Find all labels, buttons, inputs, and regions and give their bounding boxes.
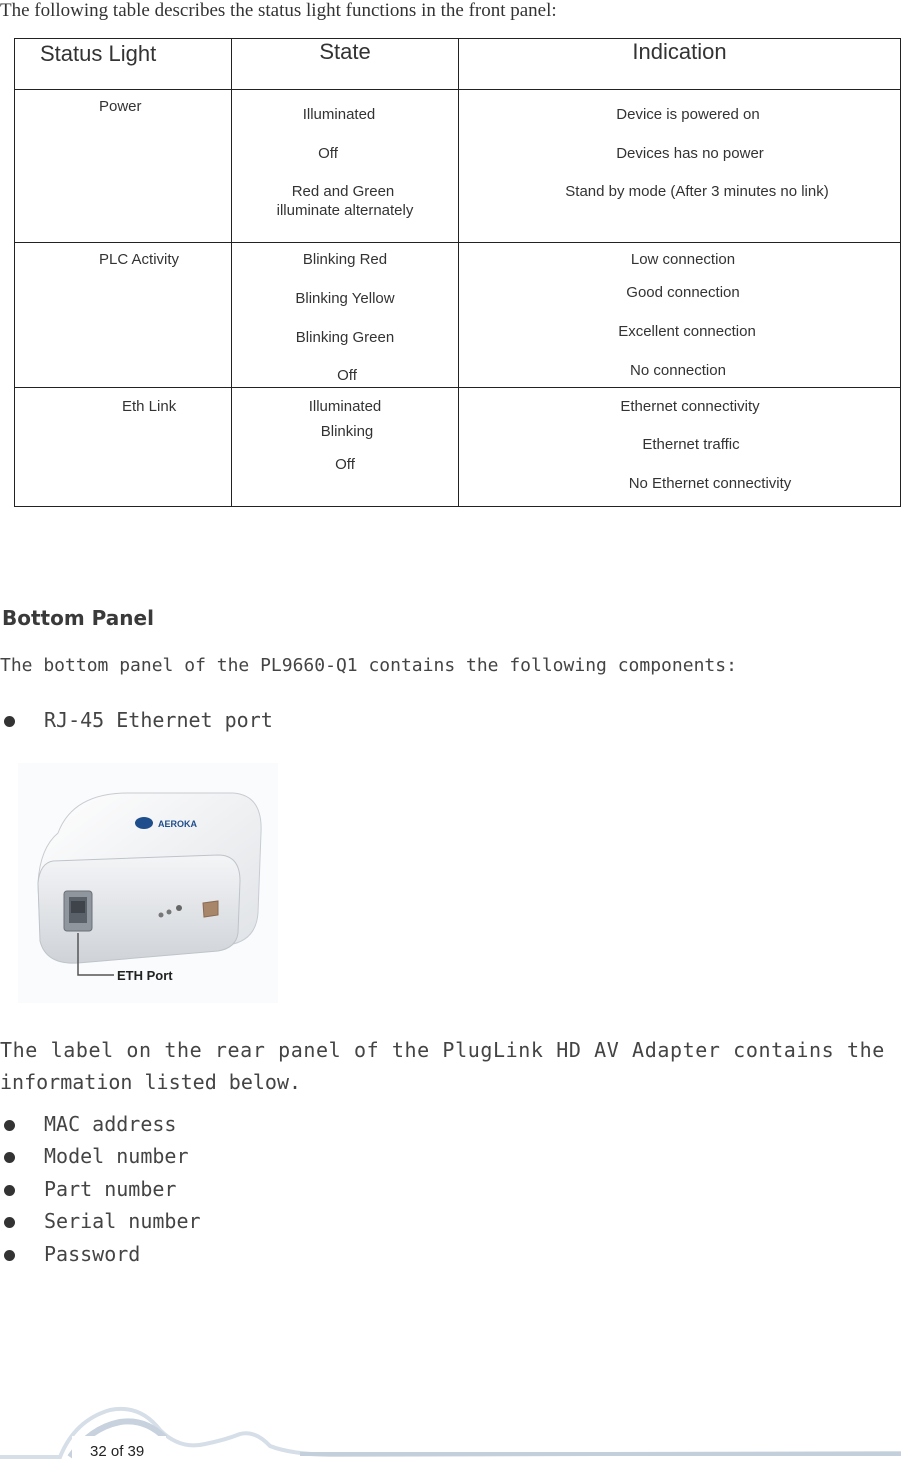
bullet-icon bbox=[4, 1185, 15, 1196]
indication-text: Low connection bbox=[630, 251, 736, 268]
cell-indications bbox=[459, 90, 901, 243]
bullet-icon bbox=[4, 1152, 15, 1163]
label-item: Password bbox=[44, 1242, 141, 1266]
header-indication: Indication bbox=[459, 39, 901, 90]
state-text: Blinking Red bbox=[302, 251, 388, 268]
light-name: Eth Link bbox=[122, 398, 177, 415]
indication-text: Stand by mode (After 3 minutes no link) bbox=[565, 183, 829, 200]
label-item: Serial number bbox=[44, 1209, 201, 1233]
header-state: State bbox=[232, 39, 459, 90]
cell-light bbox=[15, 388, 232, 507]
table-row bbox=[15, 90, 901, 243]
logo-text: AEROKA bbox=[158, 819, 198, 829]
state-text: Illuminated bbox=[302, 106, 376, 123]
table-row bbox=[15, 243, 901, 388]
state-text: Off bbox=[335, 456, 355, 473]
indication-text: Ethernet connectivity bbox=[620, 398, 760, 415]
cell-indications bbox=[459, 243, 901, 388]
bullet-icon bbox=[4, 1217, 15, 1228]
bullet-icon bbox=[4, 716, 15, 727]
table-row bbox=[15, 388, 901, 507]
indication-text: Ethernet traffic bbox=[642, 436, 740, 453]
rear-label-line: information listed below. bbox=[0, 1070, 302, 1094]
section-heading: Bottom Panel bbox=[2, 606, 154, 630]
indication-text: Device is powered on bbox=[616, 106, 760, 123]
adapter-device-image bbox=[18, 763, 278, 1003]
cell-indications bbox=[459, 388, 901, 507]
cell-states bbox=[232, 388, 459, 507]
cell-light bbox=[15, 90, 232, 243]
brand-logo bbox=[135, 817, 198, 829]
cell-states bbox=[232, 90, 459, 243]
label-item: Part number bbox=[44, 1177, 177, 1201]
state-text: Red and Green bbox=[291, 183, 395, 200]
rear-label-line: The label on the rear panel of the PlugLink HD AV Adapter contains the bbox=[0, 1038, 885, 1062]
state-text: illuminate alternately bbox=[276, 202, 414, 219]
eth-port-caption: ETH Port bbox=[117, 968, 173, 983]
state-text: Off bbox=[318, 145, 338, 162]
rear-label-description bbox=[0, 1034, 885, 1098]
cell-states bbox=[232, 243, 459, 388]
bullet-icon bbox=[4, 1250, 15, 1261]
light-name: Power bbox=[99, 98, 142, 115]
indication-text: Good connection bbox=[626, 284, 740, 301]
component-item: RJ-45 Ethernet port bbox=[44, 708, 273, 732]
indication-text: Excellent connection bbox=[618, 323, 756, 340]
state-text: Blinking bbox=[320, 423, 374, 440]
bullet-icon bbox=[4, 1120, 15, 1131]
label-item: Model number bbox=[44, 1144, 189, 1168]
cell-light bbox=[15, 243, 232, 388]
indication-text: Devices has no power bbox=[616, 145, 764, 162]
state-text: Blinking Green bbox=[295, 329, 395, 346]
indication-text: No connection bbox=[630, 362, 726, 379]
status-light-table bbox=[14, 38, 901, 507]
indication-text: No Ethernet connectivity bbox=[628, 475, 792, 492]
label-item: MAC address bbox=[44, 1112, 177, 1136]
state-text: Blinking Yellow bbox=[295, 290, 395, 307]
page-number: 32 of 39 bbox=[90, 1443, 145, 1460]
bottom-panel-description: The bottom panel of the PL9660-Q1 contains the following components: bbox=[0, 655, 737, 676]
header-status-light: Status Light bbox=[15, 39, 232, 90]
state-text: Illuminated bbox=[308, 398, 382, 415]
intro-text: The following table describes the status light functions in the front panel: bbox=[0, 0, 557, 21]
table-header-row bbox=[15, 39, 901, 90]
light-name: PLC Activity bbox=[99, 251, 180, 268]
state-text: Off bbox=[337, 367, 357, 384]
